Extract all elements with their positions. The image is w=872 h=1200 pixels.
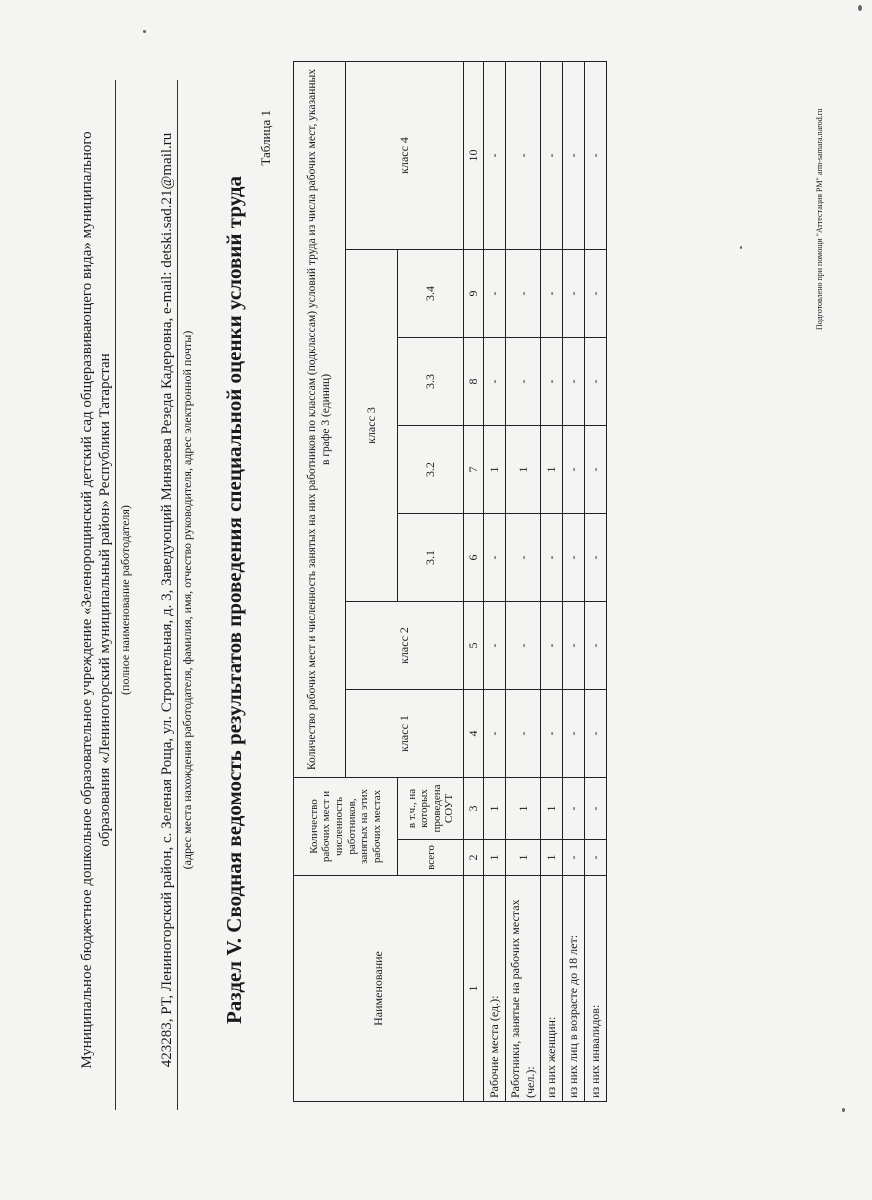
col-number: 2 [464,840,484,876]
col-number: 5 [464,601,484,689]
cell-value: - [484,61,506,249]
row-label: из них лиц в возрасте до 18 лет: [563,876,585,1102]
scan-speck [143,30,146,33]
scan-speck [842,1108,845,1112]
footer-note: Подготовлено при помощи "Аттестация РМ" arm-samara.narod.ru [815,108,824,330]
header-count: Количество рабочих мест и численность работников, занятых на этих рабочих местах [294,777,398,875]
cell-value: - [541,337,563,425]
cell-value: - [484,337,506,425]
cell-value: - [585,61,607,249]
cell-value: - [484,601,506,689]
cell-value: - [585,513,607,601]
header-name: Наименование [294,876,464,1102]
cell-value: 1 [506,777,541,839]
table-row [563,61,585,1101]
cell-value: - [585,689,607,777]
cell-value: - [484,513,506,601]
cell-value: - [506,61,541,249]
address-line: 423283, РТ, Лениногорский район, с. Зеленая Роща, ул. Строительная, д. 3, Заведующий Минязева Резеда Кадеровна, e-mail: detski.sad.21@mail.ru [159,132,175,1068]
col-number: 7 [464,425,484,513]
cell-value: - [585,337,607,425]
table-label: Таблица 1 [258,110,273,166]
address-caption: (адрес места нахождения работодателя, фамилия, имя, отчество руководителя, адрес электронной почты) [180,330,194,870]
cell-value: - [563,777,585,839]
cell-value: - [585,601,607,689]
employer-underline [115,80,116,1110]
cell-value: - [585,840,607,876]
cell-value: 1 [484,777,506,839]
cell-value: - [506,337,541,425]
employer-caption: (полное наименование работодателя) [118,505,132,695]
cell-value: 1 [541,425,563,513]
table-row [585,61,607,1101]
col-number: 8 [464,337,484,425]
cell-value: - [484,689,506,777]
cell-value: - [563,249,585,337]
cell-value: - [506,513,541,601]
cell-value: - [563,601,585,689]
cell-value: - [585,777,607,839]
scan-speck [858,5,862,11]
table-row [541,61,563,1101]
rotated-landscape-content [0,50,824,1150]
cell-value: - [541,249,563,337]
cell-value: - [563,337,585,425]
address-underline [177,80,178,1110]
cell-value: - [563,689,585,777]
employer-name-line1: Муниципальное бюджетное дошкольное образовательное учреждение «Зеленорощинский детский сад общеразвивающего вида» муниципального [79,131,95,1069]
col-number: 10 [464,61,484,249]
col-number: 1 [464,876,484,1102]
row-label: из них инвалидов: [585,876,607,1102]
header-sub34: 3.4 [398,249,464,337]
cell-value: - [541,513,563,601]
cell-value: 1 [506,840,541,876]
row-label: Работники, занятые на рабочих местах (чел.): [506,876,541,1102]
section-title: Раздел V. Сводная ведомость результатов проведения специальной оценки условий труда [222,175,246,1025]
header-sub31: 3.1 [398,513,464,601]
cell-value: 1 [484,840,506,876]
cell-value: - [541,601,563,689]
header-class1: класс 1 [346,689,464,777]
col-number: 6 [464,513,484,601]
cell-value: - [563,513,585,601]
col-number: 3 [464,777,484,839]
column-number-row [464,61,484,1101]
cell-value: 1 [541,777,563,839]
row-label: Рабочие места (ед.): [484,876,506,1102]
header-total: всего [398,840,464,876]
summary-table [293,61,607,1102]
cell-value: - [506,689,541,777]
header-class2: класс 2 [346,601,464,689]
cell-value: - [506,601,541,689]
cell-value: - [506,249,541,337]
col-number: 9 [464,249,484,337]
cell-value: - [563,840,585,876]
header-classes: Количество рабочих мест и численность занятых на них работников по классам (подклассам) условий труда из числа рабочих мест, указанных в графе 3 (единиц) [294,61,346,777]
header-class3: класс 3 [346,249,398,601]
header-sub33: 3.3 [398,337,464,425]
scan-speck [740,246,742,249]
cell-value: - [563,425,585,513]
header-class4: класс 4 [346,61,464,249]
table-row [506,61,541,1101]
table-row [484,61,506,1101]
employer-name-line2: образования «Лениногорский муниципальный район» Республики Татарстан [97,353,113,847]
col-number: 4 [464,689,484,777]
cell-value: 1 [484,425,506,513]
header-sub32: 3.2 [398,425,464,513]
cell-value: 1 [506,425,541,513]
row-label: из них женщин: [541,876,563,1102]
cell-value: - [484,249,506,337]
cell-value: - [541,61,563,249]
cell-value: - [585,249,607,337]
cell-value: 1 [541,840,563,876]
header-incl: в т.ч., на которых проведена СОУТ [398,777,464,839]
cell-value: - [563,61,585,249]
cell-value: - [585,425,607,513]
cell-value: - [541,689,563,777]
